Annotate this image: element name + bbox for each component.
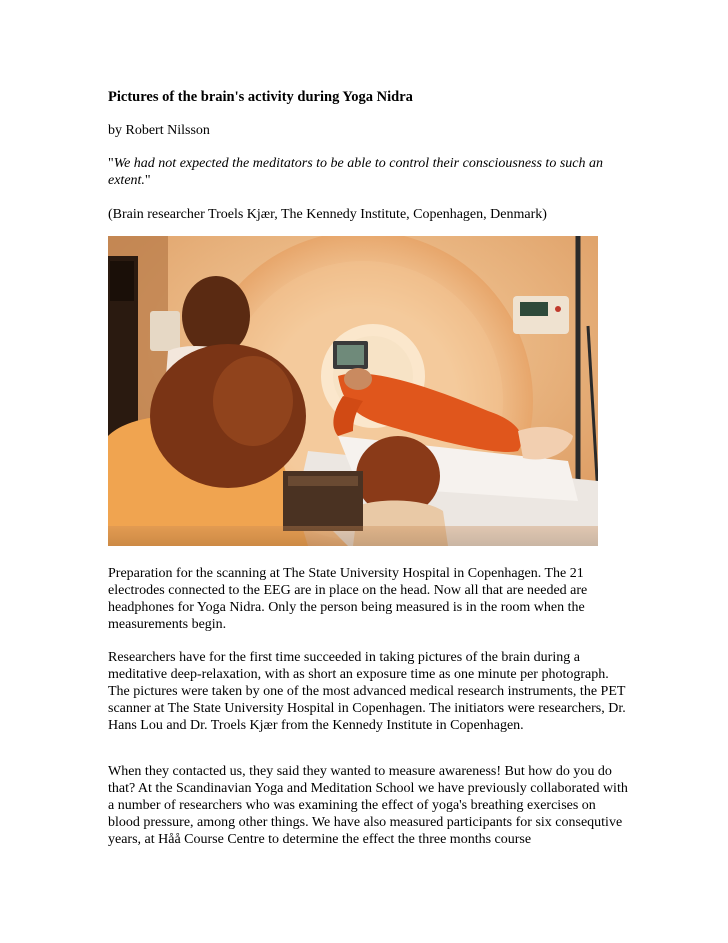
left-panel (150, 311, 180, 351)
floor-shade (108, 526, 598, 546)
patient-head (344, 368, 372, 390)
article-byline: by Robert Nilsson (108, 123, 210, 138)
article-quote (108, 155, 628, 189)
control-panel-display (520, 302, 548, 316)
monitor-screen (337, 345, 364, 365)
quote-attribution: (Brain researcher Troels Kjær, The Kennedy Institute, Copenhagen, Denmark) (108, 207, 547, 222)
equipment-console-top (288, 476, 358, 486)
quote-close-mark: " (144, 173, 151, 188)
pet-scanner-photo (108, 236, 598, 546)
observer-back-head (182, 276, 250, 356)
foreground-hair-highlight (213, 356, 293, 446)
quote-text: We had not expected the meditators to be able to control their consciousness to such an extent. (108, 156, 603, 188)
paragraph-contact: When they contacted us, they said they wanted to measure awareness! But how do you do that? At the Scandinavian Yoga and Meditation School we have previously collaborated with a number of researchers who was examining the effect of yoga's breathing exercises on blood pressure, among other things. We have also measured participants for six consequtive years, at Håå Course Centre to determine the effect the three months course (108, 764, 628, 847)
pet-scanner-illustration (108, 236, 598, 546)
control-panel-led (555, 306, 561, 312)
article-title: Pictures of the brain's activity during Yoga Nidra (108, 89, 413, 105)
paragraph-research: Researchers have for the first time succeeded in taking pictures of the brain during a meditative deep-relaxation, with as short an exposure time as one minute per photograph. The pictures were taken by one of the most advanced medical research instruments, the PET scanner at The State University Hospital in Copenhagen. The initiators were researchers, Dr. Hans Lou and Dr. Troels Kjær from the Kennedy Institute in Copenhagen. (108, 650, 626, 733)
camera-body (110, 261, 134, 301)
quote-open-mark: " (108, 156, 114, 171)
photo-caption: Preparation for the scanning at The State University Hospital in Copenhagen. The 21 electrodes connected to the EEG are in place on the head. Now all that are needed are headphones for Yoga Nidra. Only the person being measured is in the room when the measurements begin. (108, 566, 588, 632)
